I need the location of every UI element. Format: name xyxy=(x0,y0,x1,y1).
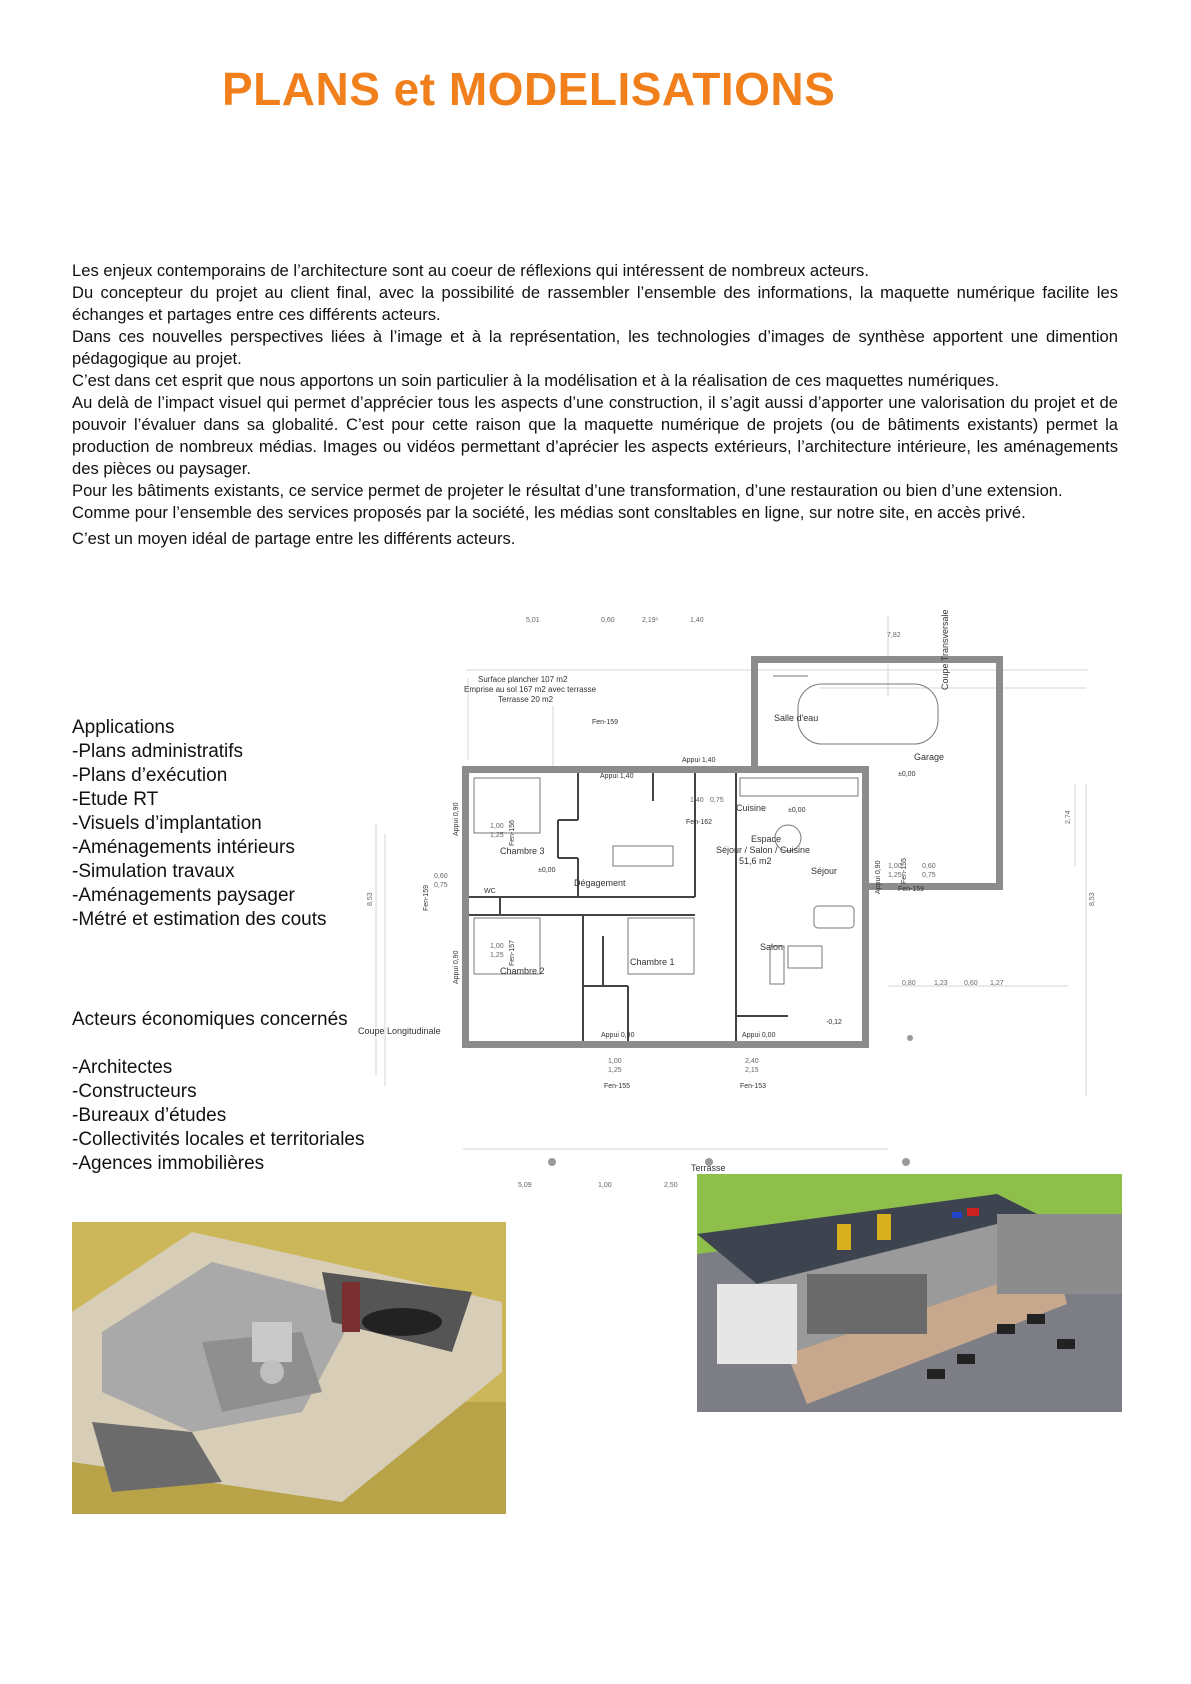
dimension-label: 2,74 xyxy=(1065,810,1072,824)
room-label: Chambre 3 xyxy=(500,846,545,856)
window-label: Fen-155 xyxy=(604,1083,631,1090)
actors-list xyxy=(72,1008,365,1176)
window-label: Fen-159 xyxy=(423,884,430,911)
room-label: Chambre 1 xyxy=(630,957,675,967)
window-label: Fen-156 xyxy=(509,819,516,846)
list-item: -Plans d’exécution xyxy=(72,765,228,786)
window-label: Appui 0,90 xyxy=(453,950,460,984)
dimension-label: 0,60 xyxy=(434,873,448,880)
window-label: Appui 1,40 xyxy=(600,773,634,780)
intro-paragraph: Pour les bâtiments existants, ce service permet de projeter le résultat d’une transformation, d’une restauration ou bien d’une extension. xyxy=(72,481,1063,500)
dimension-lines xyxy=(376,616,1088,1149)
dimension-label: 1,00 xyxy=(888,863,902,870)
dimension-label: 0,75 xyxy=(922,872,936,879)
dimension-labels xyxy=(367,617,1096,1189)
floor-plan xyxy=(358,606,1128,1206)
window-label: Fen-159 xyxy=(592,719,619,726)
room-label: Salon xyxy=(760,942,784,952)
plan-labels xyxy=(358,609,950,1173)
plan-summary: Surface plancher 107 m2 xyxy=(478,675,568,684)
level-label: ±0,00 xyxy=(788,807,806,814)
room-label: Chambre 2 xyxy=(500,966,545,976)
intro-paragraph: Dans ces nouvelles perspectives liées à l’image et à la représentation, les technologies d’images de synthèse apportent une dimention pédagogique au projet. xyxy=(72,327,1118,368)
window-label: Fen-162 xyxy=(686,819,713,826)
building-render-image xyxy=(697,1174,1122,1412)
list-item: -Visuels d’implantation xyxy=(72,813,262,834)
level-label: -0,12 xyxy=(826,1019,842,1026)
dimension-label: 7,82 xyxy=(887,632,901,639)
window-label: Appui 0,90 xyxy=(601,1032,635,1039)
dimension-dots xyxy=(548,1035,913,1166)
dimension-label: 1,40 xyxy=(690,617,704,624)
dimension-label: 1,25 xyxy=(490,832,504,839)
window-label: Appui 0,00 xyxy=(742,1032,776,1039)
room-label: Salle d'eau xyxy=(774,713,819,723)
window-label: Appui 1,40 xyxy=(682,757,716,764)
list-item: -Agences immobilières xyxy=(72,1153,265,1174)
room-label: Terrasse xyxy=(691,1163,726,1173)
list-item: -Architectes xyxy=(72,1057,173,1078)
room-label: Dégagement xyxy=(574,878,626,888)
plan-summary: Emprise au sol 167 m2 avec terrasse xyxy=(464,685,597,694)
list-spacer xyxy=(72,1032,365,1056)
dimension-label: 1,27 xyxy=(990,980,1004,987)
list-item: -Collectivités locales et territoriales xyxy=(72,1129,365,1150)
dimension-label: 1,00 xyxy=(608,1058,622,1065)
list-item: -Etude RT xyxy=(72,789,159,810)
actors-heading: Acteurs économiques concernés xyxy=(72,1009,348,1030)
room-label: WC xyxy=(484,888,496,895)
room-label: Cuisine xyxy=(736,803,767,813)
dimension-label: 2,19⁵ xyxy=(642,617,659,624)
dimension-label: 2,15 xyxy=(745,1067,759,1074)
dimension-label: 5,01 xyxy=(526,617,540,624)
applications-list xyxy=(72,716,327,932)
level-label: ±0,00 xyxy=(898,771,916,778)
intro-text xyxy=(72,260,1118,550)
dimension-label: 0,75 xyxy=(434,882,448,889)
room-label: Espace xyxy=(751,834,782,844)
window-label: Appui 0,90 xyxy=(875,860,882,894)
room-label: Séjour xyxy=(811,866,838,876)
list-item: -Plans administratifs xyxy=(72,741,244,762)
dimension-label: 1,00 xyxy=(598,1182,612,1189)
intro-paragraph: C’est un moyen idéal de partage entre les différents acteurs. xyxy=(72,529,516,548)
list-item: -Aménagements intérieurs xyxy=(72,837,295,858)
section-label: Coupe Longitudinale xyxy=(358,1026,441,1036)
intro-paragraph: Les enjeux contemporains de l’architecture sont au coeur de réflexions qui intéressent de nombreux acteurs. xyxy=(72,261,869,280)
intro-paragraph: Du concepteur du projet au client final, avec la possibilité de rassembler l’ensemble des informations, la maquette numérique facilite les échanges et partages entre ces différents acteurs. xyxy=(72,283,1118,324)
window-label: Fen-159 xyxy=(898,886,925,893)
dimension-label: 1,00 xyxy=(490,943,504,950)
dimension-label: 0,60 xyxy=(601,617,615,624)
dimension-label: 0,60 xyxy=(922,863,936,870)
window-label: Fen-153 xyxy=(740,1083,767,1090)
list-item: -Métré et estimation des couts xyxy=(72,909,327,930)
dimension-label: 0,80 xyxy=(902,980,916,987)
dimension-label: 2,40 xyxy=(745,1058,759,1065)
house-render-image xyxy=(72,1222,506,1514)
room-label: Séjour / Salon / Cuisine xyxy=(716,845,811,855)
dimension-label: 1,23 xyxy=(934,980,948,987)
intro-paragraph: Au delà de l’impact visuel qui permet d’apprécier tous les aspects d’une construction, il s’agit aussi d’apporter une valorisation du projet et de pouvoir l’évaluer dans sa globalité. C’est pour cette raison que la maquette numérique de projets (ou de bâtiments existants) permet la production de nombreux médias. Images ou vidéos permettant d’aprécier les aspects extérieurs, l’architecture intérieure, les aménagements des pièces ou paysager. xyxy=(72,393,1118,478)
window-label: Fen-157 xyxy=(509,939,516,966)
window-label: Fen-155 xyxy=(901,857,908,884)
window-label: Appui 0,90 xyxy=(453,802,460,836)
level-label: ±0,00 xyxy=(538,867,556,874)
list-item: -Constructeurs xyxy=(72,1081,197,1102)
dimension-label: 2,50 xyxy=(664,1182,678,1189)
dimension-label: 1,25 xyxy=(888,872,902,879)
dimension-label: 1,40 xyxy=(690,797,704,804)
list-item: -Bureaux d’études xyxy=(72,1105,227,1126)
plan-summary: Terrasse 20 m2 xyxy=(498,695,554,704)
dimension-label: 1,25 xyxy=(490,952,504,959)
dimension-label: 1,25 xyxy=(608,1067,622,1074)
list-item: -Simulation travaux xyxy=(72,861,235,882)
dimension-label: 0,60 xyxy=(964,980,978,987)
dimension-label: 1,00 xyxy=(490,823,504,830)
partitions xyxy=(469,773,788,1041)
room-label: 51,6 m2 xyxy=(739,856,772,866)
dimension-label: 0,75 xyxy=(710,797,724,804)
room-label: Garage xyxy=(914,752,945,762)
dimension-label: 5,09 xyxy=(518,1182,532,1189)
dimension-label: 8,53 xyxy=(367,892,374,906)
applications-heading: Applications xyxy=(72,717,175,738)
list-item: -Aménagements paysager xyxy=(72,885,295,906)
section-label: Coupe Transversale xyxy=(940,609,950,690)
page-title: PLANS et MODELISATIONS xyxy=(222,63,836,115)
dimension-label: 8,53 xyxy=(1089,892,1096,906)
intro-paragraph: Comme pour l’ensemble des services proposés par la société, les médias sont consltables en ligne, sur notre site, en accès privé. xyxy=(72,503,1026,522)
intro-paragraph: C’est dans cet esprit que nous apportons un soin particulier à la modélisation et à la réalisation de ces maquettes numériques. xyxy=(72,371,1000,390)
